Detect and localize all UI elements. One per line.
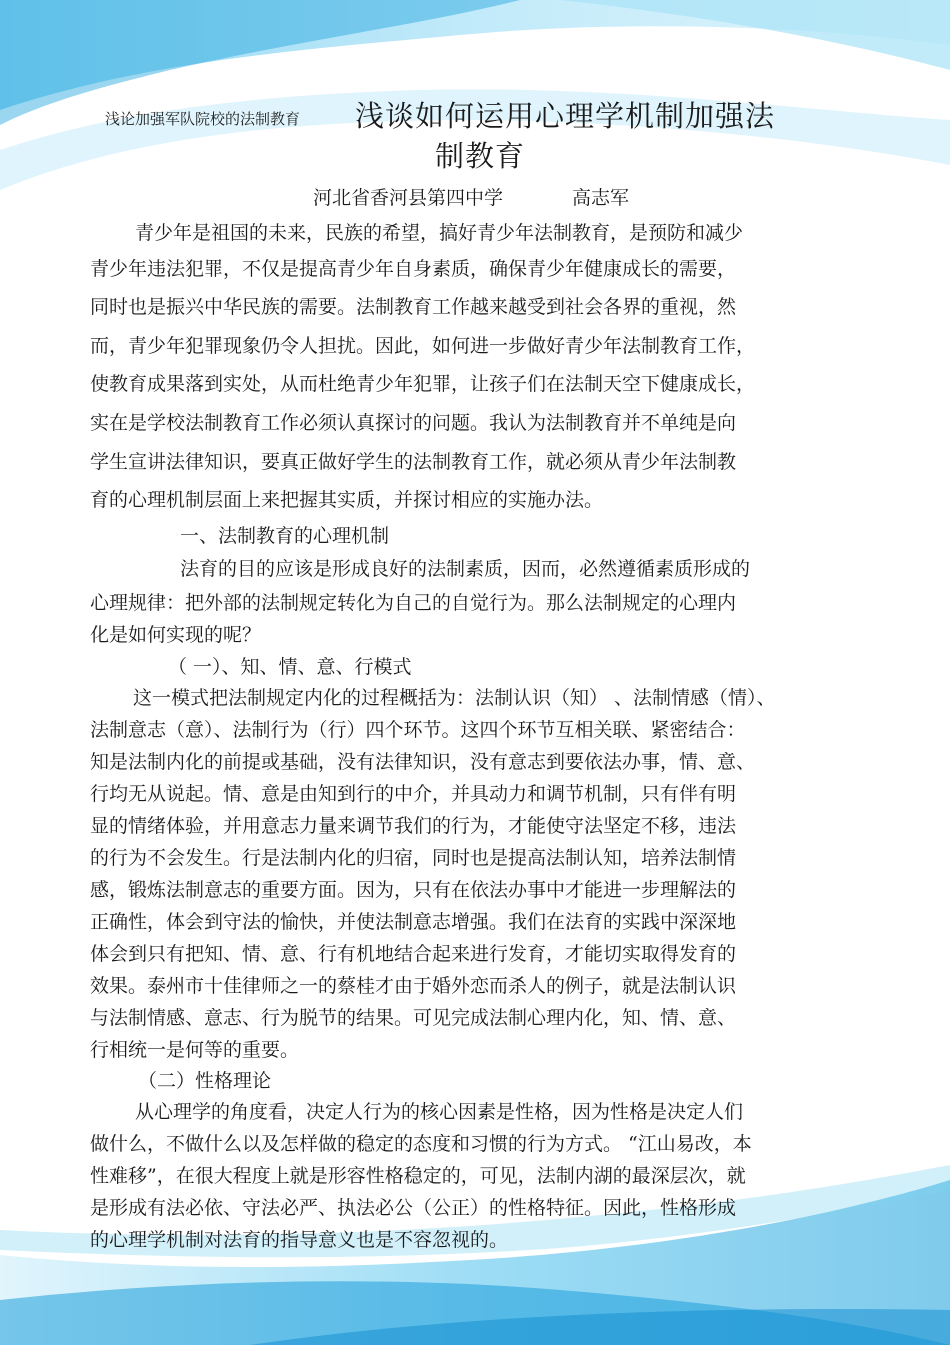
- document-header: [0, 92, 950, 136]
- section-heading: 一、法制教育的心理机制: [180, 525, 390, 547]
- author-name: 高志军: [572, 187, 630, 209]
- text-line: 这一模式把法制规定内化的过程概括为：法制认识（知） 、法制情感（情）、: [133, 687, 776, 709]
- text-line: 感，锻炼法制意志的重要方面。因为，只有在依法办事中才能进一步理解法的: [90, 879, 737, 901]
- text-line: 做什么，不做什么以及怎样做的稳定的态度和习惯的行为方式。 “江山易改，本: [90, 1133, 752, 1155]
- text-line: 是形成有法必依、守法必严、执法必公（公正）的性格特征。因此，性格形成: [90, 1197, 737, 1219]
- text-line: 与法制情感、意志、行为脱节的结果。可见完成法制心理内化，知、情、意、: [90, 1007, 737, 1029]
- text-line: 而，青少年犯罪现象仍令人担扰。因此，如何进一步做好青少年法制教育工作，: [90, 335, 756, 357]
- text-line: 使教育成果落到实处，从而杜绝青少年犯罪，让孩子们在法制天空下健康成长，: [90, 373, 756, 395]
- text-line: 育的心理机制层面上来把握其实质，并探讨相应的实施办法。: [90, 489, 604, 511]
- text-line: 行均无从说起。情、意是由知到行的中介，并具动力和调节机制，只有伴有明: [90, 783, 737, 805]
- running-title: 浅论加强军队院校的法制教育: [105, 110, 301, 128]
- text-line: 正确性，体会到守法的愉快，并使法制意志增强。我们在法育的实践中深深地: [90, 911, 737, 933]
- text-line: 实在是学校法制教育工作必须认真探讨的问题。我认为法制教育并不单纯是向: [90, 412, 737, 434]
- document-title-line-2: 制教育: [434, 139, 525, 173]
- text-line: 从心理学的角度看，决定人行为的核心因素是性格，因为性格是决定人们: [135, 1101, 744, 1123]
- subsection-heading: （二）性格理论: [138, 1070, 272, 1092]
- text-line: 青少年是祖国的未来，民族的希望，搞好青少年法制教育，是预防和减少: [135, 222, 744, 244]
- text-line: 效果。泰州市十佳律师之一的蔡桂才由于婚外恋而杀人的例子，就是法制认识: [90, 975, 737, 997]
- text-line: 的心理学机制对法育的指导意义也是不容忽视的。: [90, 1229, 509, 1251]
- text-line: 的行为不会发生。行是法制内化的归宿，同时也是提高法制认知，培养法制情: [90, 847, 737, 869]
- text-line: 知是法制内化的前提或基础，没有法律知识，没有意志到要依法办事，情、意、: [90, 751, 756, 773]
- document-title-line-1: 浅谈如何运用心理学机制加强法: [355, 99, 776, 133]
- text-line: 心理规律：把外部的法制规定转化为自己的自觉行为。那么法制规定的心理内: [90, 592, 737, 614]
- text-line: 体会到只有把知、情、意、行有机地结合起来进行发育，才能切实取得发育的: [90, 943, 737, 965]
- subsection-heading: （ 一）、知、情、意、行模式: [168, 656, 412, 678]
- text-line: 显的情绪体验，并用意志力量来调节我们的行为，才能使守法坚定不移，违法: [90, 815, 737, 837]
- author-organization: 河北省香河县第四中学: [313, 187, 504, 209]
- text-line: 法育的目的应该是形成良好的法制素质，因而，必然遵循素质形成的: [180, 558, 751, 580]
- text-line: 青少年违法犯罪，不仅是提高青少年自身素质，确保青少年健康成长的需要，: [90, 258, 737, 280]
- text-line: 法制意志（意）、法制行为（行）四个环节。这四个环节互相关联、紧密结合：: [90, 719, 746, 741]
- text-line: 行相统一是何等的重要。: [90, 1039, 300, 1061]
- text-line: 同时也是振兴中华民族的需要。法制教育工作越来越受到社会各界的重视，然: [90, 296, 737, 318]
- text-line: 性难移”，在很大程度上就是形容性格稳定的，可见，法制内湖的最深层次，就: [90, 1165, 746, 1187]
- text-line: 化是如何实现的呢？: [90, 624, 262, 646]
- text-line: 学生宣讲法律知识，要真正做好学生的法制教育工作，就必须从青少年法制教: [90, 451, 737, 473]
